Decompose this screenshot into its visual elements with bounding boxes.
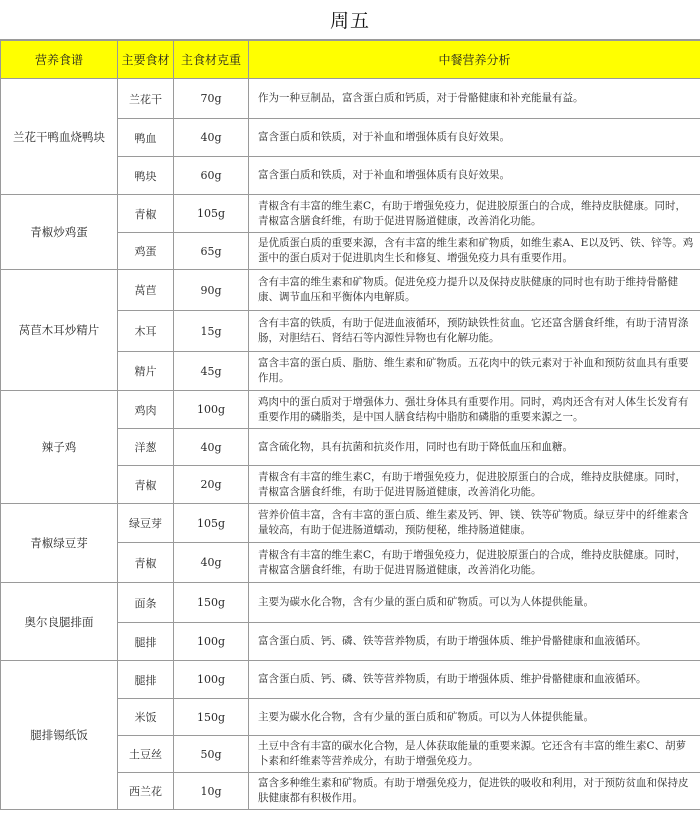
dish-name-cell: 青椒绿豆芽 <box>1 504 118 583</box>
analysis-cell: 含有丰富的维生素和矿物质。促进免疫力提升以及保持皮肤健康的同时也有助于维持骨骼健康、调节血压和平衡体内电解质。 <box>249 270 700 311</box>
analysis-cell: 作为一种豆制品，富含蛋白质和钙质，对于骨骼健康和补充能量有益。 <box>249 79 700 119</box>
table-row <box>1 391 700 429</box>
analysis-cell: 土豆中含有丰富的碳水化合物，是人体获取能量的重要来源。它还含有丰富的维生素C、胡萝卜素和纤维素等营养成分，有助于增强免疫力。 <box>249 736 700 773</box>
analysis-cell: 是优质蛋白质的重要来源，含有丰富的维生素和矿物质，如维生素A、E以及钙、铁、锌等。鸡蛋中的蛋白质对于促进肌肉生长和修复、增强免疫力具有重要作用。 <box>249 233 700 270</box>
analysis-cell: 主要为碳水化合物，含有少量的蛋白质和矿物质。可以为人体提供能量。 <box>249 699 700 736</box>
analysis-cell: 富含蛋白质和铁质，对于补血和增强体质有良好效果。 <box>249 119 700 157</box>
table-row <box>1 195 700 233</box>
ingredient-cell: 鸭块 <box>118 157 174 195</box>
analysis-cell: 富含多种维生素和矿物质。有助于增强免疫力，促进铁的吸收和利用，对于预防贫血和保持皮肤健康都有积极作用。 <box>249 773 700 810</box>
analysis-cell: 鸡肉中的蛋白质对于增强体力、强壮身体具有重要作用。同时，鸡肉还含有对人体生长发育有重要作用的磷脂类，是中国人膳食结构中脂肪和磷脂的重要来源之一。 <box>249 391 700 429</box>
ingredient-cell: 鸡蛋 <box>118 233 174 270</box>
weight-cell: 10g <box>174 773 249 810</box>
analysis-cell: 青椒含有丰富的维生素C，有助于增强免疫力，促进胶原蛋白的合成，维持皮肤健康。同时，青椒富含膳食纤维，有助于促进胃肠道健康，改善消化功能。 <box>249 543 700 583</box>
weight-cell: 150g <box>174 699 249 736</box>
dish-name-cell: 莴苣木耳炒精片 <box>1 270 118 391</box>
header-ingredient: 主要食材 <box>118 41 174 79</box>
weight-cell: 150g <box>174 583 249 623</box>
table-body <box>1 79 700 810</box>
header-row <box>1 41 700 79</box>
weight-cell: 40g <box>174 543 249 583</box>
weight-cell: 60g <box>174 157 249 195</box>
analysis-cell: 主要为碳水化合物，含有少量的蛋白质和矿物质。可以为人体提供能量。 <box>249 583 700 623</box>
page-title: 周五 <box>0 0 700 40</box>
weight-cell: 100g <box>174 623 249 661</box>
ingredient-cell: 精片 <box>118 352 174 391</box>
weight-cell: 40g <box>174 119 249 157</box>
weight-cell: 70g <box>174 79 249 119</box>
weight-cell: 105g <box>174 504 249 543</box>
analysis-cell: 富含蛋白质、钙、磷、铁等营养物质，有助于增强体质、维护骨骼健康和血液循环。 <box>249 661 700 699</box>
ingredient-cell: 绿豆芽 <box>118 504 174 543</box>
analysis-cell: 富含蛋白质、钙、磷、铁等营养物质，有助于增强体质、维护骨骼健康和血液循环。 <box>249 623 700 661</box>
ingredient-cell: 土豆丝 <box>118 736 174 773</box>
weight-cell: 15g <box>174 311 249 352</box>
dish-name-cell: 辣子鸡 <box>1 391 118 504</box>
analysis-cell: 富含蛋白质和铁质，对于补血和增强体质有良好效果。 <box>249 157 700 195</box>
ingredient-cell: 木耳 <box>118 311 174 352</box>
ingredient-cell: 兰花干 <box>118 79 174 119</box>
analysis-cell: 营养价值丰富，含有丰富的蛋白质、维生素及钙、钾、镁、铁等矿物质。绿豆芽中的纤维素含量较高，有助于促进肠道蠕动，预防便秘，维持肠道健康。 <box>249 504 700 543</box>
header-weight: 主食材克重 <box>174 41 249 79</box>
table-row <box>1 583 700 623</box>
dish-name-cell: 腿排锡纸饭 <box>1 661 118 810</box>
ingredient-cell: 鸡肉 <box>118 391 174 429</box>
weight-cell: 65g <box>174 233 249 270</box>
weight-cell: 105g <box>174 195 249 233</box>
analysis-cell: 含有丰富的铁质，有助于促进血液循环，预防缺铁性贫血。它还富含膳食纤维，有助于清胃涤肠，对胆结石、肾结石等内源性异物也有化解功能。 <box>249 311 700 352</box>
weight-cell: 45g <box>174 352 249 391</box>
table-row <box>1 270 700 311</box>
ingredient-cell: 洋葱 <box>118 429 174 466</box>
ingredient-cell: 西兰花 <box>118 773 174 810</box>
analysis-cell: 青椒含有丰富的维生素C，有助于增强免疫力，促进胶原蛋白的合成，维持皮肤健康。同时，青椒富含膳食纤维，有助于促进胃肠道健康，改善消化功能。 <box>249 195 700 233</box>
nutrition-table <box>0 40 700 810</box>
dish-name-cell: 兰花干鸭血烧鸭块 <box>1 79 118 195</box>
ingredient-cell: 青椒 <box>118 195 174 233</box>
analysis-cell: 青椒含有丰富的维生素C，有助于增强免疫力，促进胶原蛋白的合成，维持皮肤健康。同时，青椒富含膳食纤维，有助于促进胃肠道健康，改善消化功能。 <box>249 466 700 504</box>
ingredient-cell: 面条 <box>118 583 174 623</box>
analysis-cell: 富含丰富的蛋白质、脂肪、维生素和矿物质。五花肉中的铁元素对于补血和预防贫血具有重要作用。 <box>249 352 700 391</box>
ingredient-cell: 青椒 <box>118 466 174 504</box>
header-analysis: 中餐营养分析 <box>249 41 700 79</box>
table-row <box>1 79 700 119</box>
dish-name-cell: 奥尔良腿排面 <box>1 583 118 661</box>
header-dish: 营养食谱 <box>1 41 118 79</box>
weight-cell: 40g <box>174 429 249 466</box>
weight-cell: 50g <box>174 736 249 773</box>
weight-cell: 100g <box>174 391 249 429</box>
dish-name-cell: 青椒炒鸡蛋 <box>1 195 118 270</box>
weight-cell: 100g <box>174 661 249 699</box>
table-row <box>1 504 700 543</box>
analysis-cell: 富含硫化物，具有抗菌和抗炎作用，同时也有助于降低血压和血糖。 <box>249 429 700 466</box>
ingredient-cell: 米饭 <box>118 699 174 736</box>
ingredient-cell: 莴苣 <box>118 270 174 311</box>
ingredient-cell: 腿排 <box>118 661 174 699</box>
ingredient-cell: 鸭血 <box>118 119 174 157</box>
weight-cell: 20g <box>174 466 249 504</box>
table-row <box>1 661 700 699</box>
ingredient-cell: 腿排 <box>118 623 174 661</box>
ingredient-cell: 青椒 <box>118 543 174 583</box>
weight-cell: 90g <box>174 270 249 311</box>
